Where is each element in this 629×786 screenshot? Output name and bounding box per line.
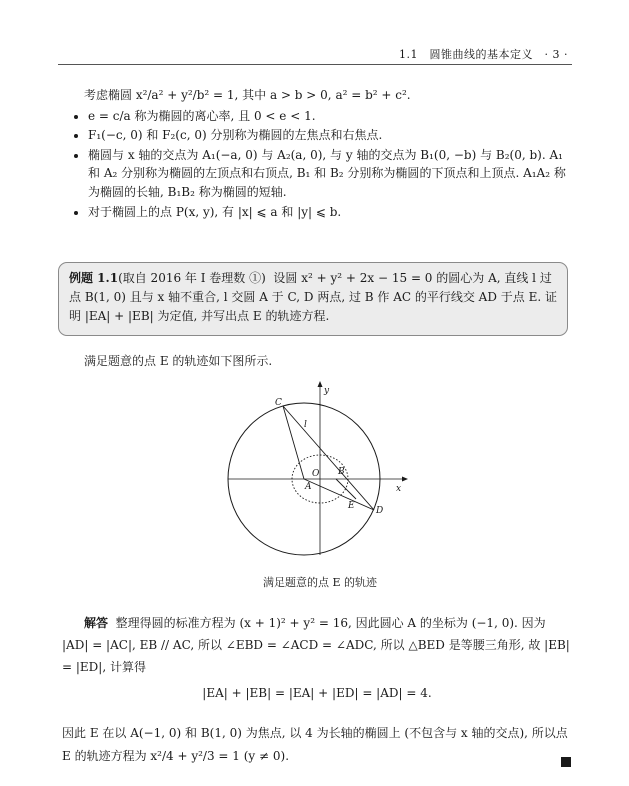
label-d: D (376, 506, 384, 516)
solution-text: 整理得圆的标准方程为 (x + 1)² + y² = 16, 因此圆心 A 的坐标为 (−1, 0). 因为 |AD| = |AC|, EB // AC, 所以 ∠EBD = ∠ACD = ∠ADC, 所以 △BED 是等腰三角形, 故 |EB| = |ED|, 计算得 (62, 616, 570, 675)
example-source: (取自 2016 年 I 卷理数 ①) (118, 271, 266, 285)
label-y: y (324, 386, 330, 396)
segment-ac (283, 406, 304, 479)
conclusion-text: 因此 E 在以 A(−1, 0) 和 B(1, 0) 为焦点, 以 4 为长轴的椭圆上 (不包含与 x 轴的交点), 所以点 E 的轨迹方程为 x²/4 + y²/3 = 1 (y ≠ 0). (62, 726, 568, 763)
label-x: x (396, 484, 402, 494)
bullet-bounds: • 对于椭圆上的点 P(x, y), 有 |x| ⩽ a 和 |y| ⩽ b. (88, 203, 572, 222)
bullet-vertices: • 椭圆与 x 轴的交点为 A₁(−a, 0) 与 A₂(a, 0), 与 y 轴的交点为 B₁(0, −b) 与 B₂(0, b). A₁ 和 A₂ 分别称为椭圆的左顶点和右顶点, B₁ 和 B₂ 分别称为椭圆的下顶点和上顶点. A₁A₂ 称为椭圆的长轴, B₁B₂ 称为椭圆的短轴. (88, 146, 572, 202)
y-axis-arrow (318, 381, 323, 387)
label-b: B (338, 467, 345, 477)
qed-square-icon (561, 757, 571, 767)
definition-list (62, 107, 572, 222)
figure-caption: 满足题意的点 E 的轨迹 (262, 576, 378, 589)
label-l: l (304, 420, 307, 430)
display-equation: |EA| + |EB| = |EA| + |ED| = |AD| = 4. (202, 686, 432, 700)
line-l (283, 406, 374, 510)
label-a: A (305, 482, 312, 492)
figure-intro-text: 满足题意的点 E 的轨迹如下图所示. (84, 354, 273, 368)
locus-figure (220, 379, 420, 559)
label-c: C (275, 398, 282, 408)
ellipse-definitions (62, 86, 572, 222)
bullet-foci: • F₁(−c, 0) 和 F₂(c, 0) 分别称为椭圆的左焦点和右焦点. (88, 126, 572, 145)
segment-be (336, 479, 356, 499)
bullet-eccentricity: • e = c/a 称为椭圆的离心率, 且 0 < e < 1. (88, 107, 572, 126)
solution-label: 解答 (84, 616, 109, 630)
label-o: O (312, 469, 320, 479)
label-e: E (348, 501, 355, 511)
solution (62, 612, 572, 679)
running-title: 1.1 圆锥曲线的基本定义 · 3 · (399, 48, 568, 61)
x-axis-arrow (402, 477, 408, 482)
intro-text: 考虑椭圆 x²/a² + y²/b² = 1, 其中 a > b > 0, a² = b² + c². (84, 88, 411, 102)
page-header (58, 44, 572, 65)
segment-ad (304, 479, 374, 510)
example-title: 例题 1.1 (69, 271, 119, 285)
example-box (58, 262, 568, 336)
example-body: 设圆 x² + y² + 2x − 15 = 0 的圆心为 A, 直线 l 过点 B(1, 0) 且与 x 轴不重合, l 交圆 A 于 C, D 两点, 过 B 作 AC 的平行线交 AD 于点 E. 证明 |EA| + |EB| 为定值, 并写出点 E 的轨迹方程. (69, 271, 557, 324)
